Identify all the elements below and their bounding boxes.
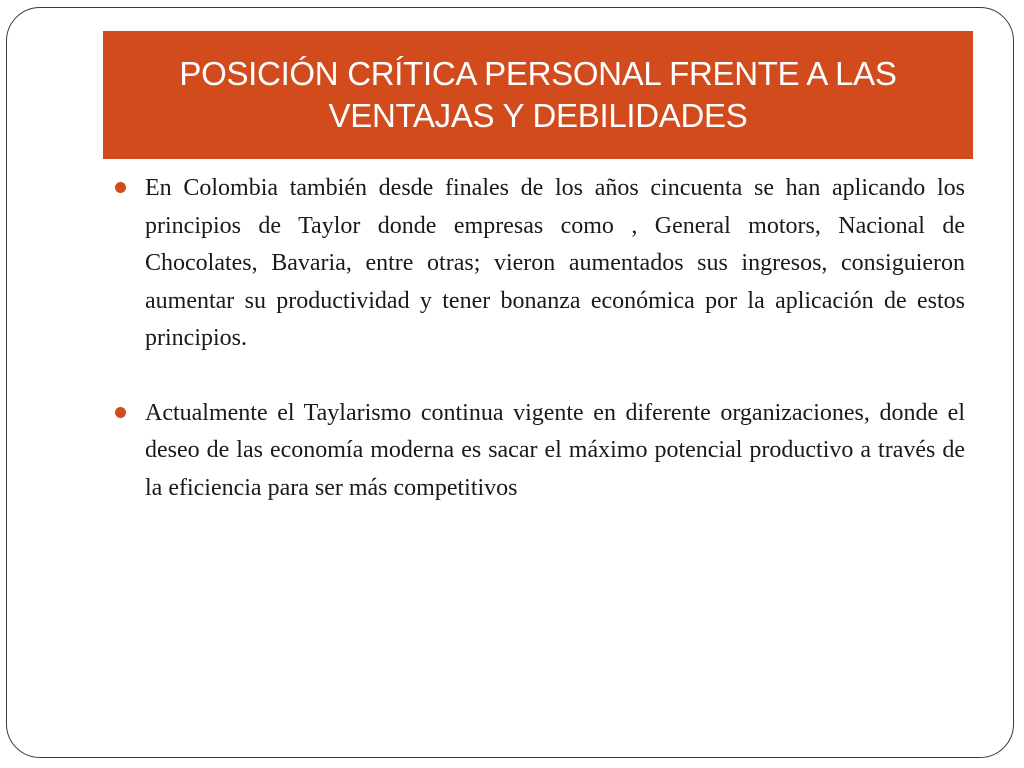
- bullet-list: [115, 170, 965, 507]
- title-banner: [103, 31, 973, 159]
- bullet-item: [115, 395, 965, 508]
- slide-title: POSICIÓN CRÍTICA PERSONAL FRENTE A LAS VENTAJAS Y DEBILIDADES: [179, 55, 897, 134]
- bullet-item: [115, 170, 965, 358]
- bullet-dot-icon: [115, 182, 126, 193]
- bullet-text: Actualmente el Taylarismo continua vigente en diferente organizaciones, donde el deseo de las economía moderna es sacar el máximo potencial productivo a través de la eficiencia para ser más competitivos: [145, 399, 965, 501]
- bullet-dot-icon: [115, 407, 126, 418]
- bullet-text: En Colombia también desde finales de los años cincuenta se han aplicando los principios de Taylor donde empresas como , General motors, Nacional de Chocolates, Bavaria, entre otras; vieron aumentados sus ingresos, consiguieron aumentar su productividad y tener bonanza económica por la aplicación de estos principios.: [145, 175, 965, 351]
